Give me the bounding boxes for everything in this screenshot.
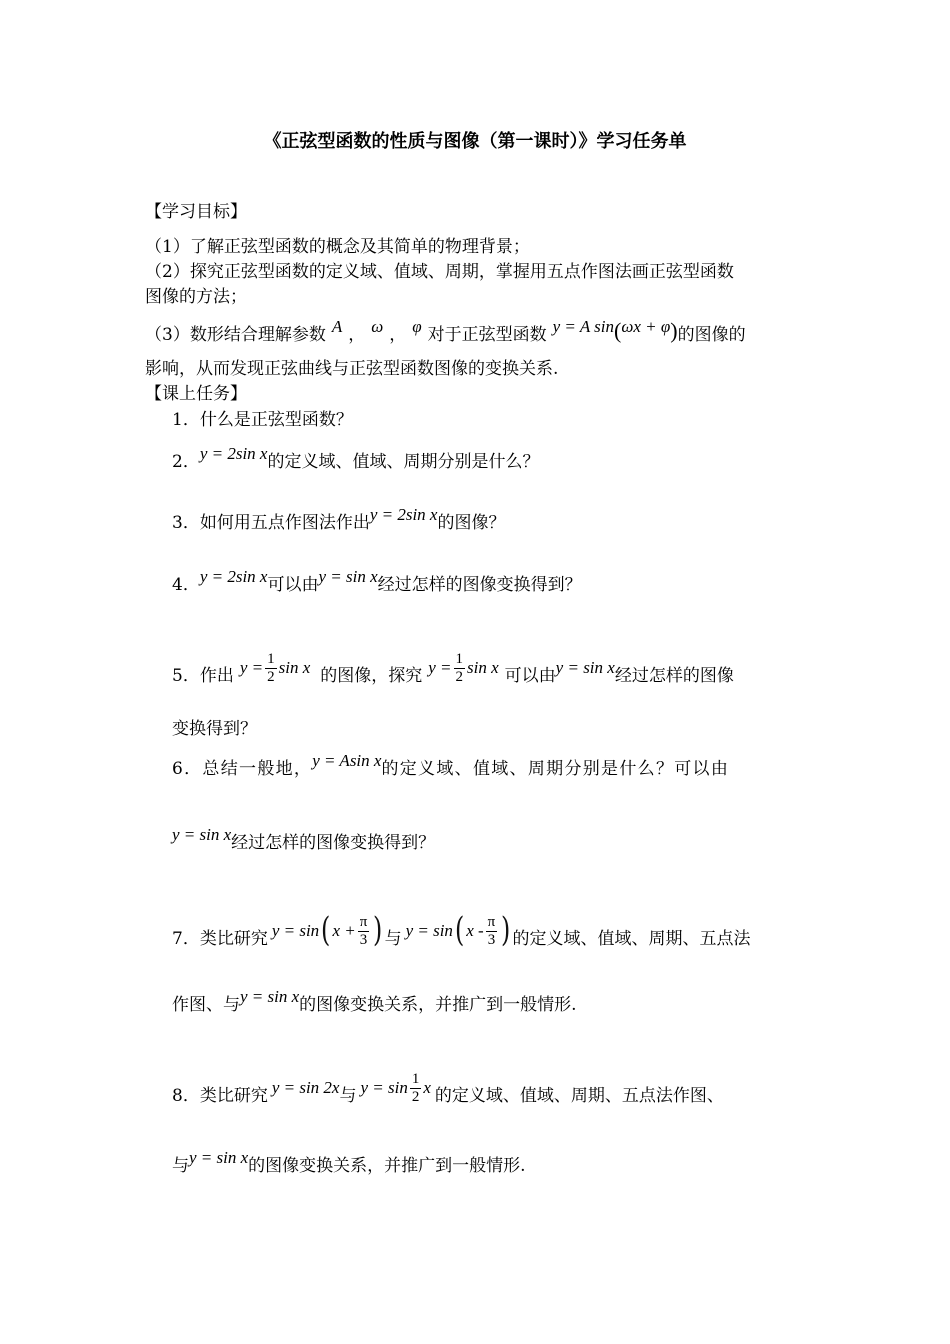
right-paren: ) <box>373 909 383 950</box>
task-5-prefix: 5．作出 <box>172 666 234 686</box>
task-7-f1-lhs: y = sin <box>271 921 320 940</box>
task-7-line2-suffix: 的图像变换关系，并推广到一般情形. <box>299 995 577 1015</box>
task-3-text: 3．如何用五点作图法作出 <box>172 513 370 533</box>
task-5-mid2: 可以由 <box>504 666 556 686</box>
task-4-formula-2: y = sin x <box>318 567 378 586</box>
task-4-number: 4． <box>172 575 200 595</box>
task-2-number: 2． <box>172 452 200 472</box>
task-8-f1: y = sin 2x <box>271 1078 340 1097</box>
task-6-prefix: 6．总结一般地， <box>172 759 313 779</box>
task-7-line1 <box>172 909 751 957</box>
fraction-denominator: 2 <box>411 1089 420 1105</box>
task-4-mid: 可以由 <box>267 575 319 595</box>
task-5-f3: y = sin x <box>555 658 615 677</box>
sep-2: ， <box>389 325 407 345</box>
task-8-f2-fraction <box>410 1071 422 1106</box>
task-7-suffix: 的定义域、值域、周期、五点法 <box>512 929 751 949</box>
objective-3-mid: 对于正弦型函数 <box>427 325 547 345</box>
objective-3-line2: 影响，从而发现正弦曲线与正弦型函数图像的变换关系. <box>145 359 559 379</box>
formula-general-inner: ωx + φ <box>621 317 671 336</box>
task-4 <box>172 567 582 596</box>
task-8-line2-prefix: 与 <box>172 1156 189 1176</box>
task-5-mid1: 的图像，探究 <box>320 666 423 686</box>
task-8-suffix: 的定义域、值域、周期、五点法作图、 <box>434 1086 724 1106</box>
task-7-prefix: 7．类比研究 <box>172 929 268 949</box>
task-8-f2-lhs: y = sin <box>360 1078 408 1097</box>
task-8-line2 <box>172 1148 526 1177</box>
task-1: 1．什么是正弦型函数？ <box>172 410 353 430</box>
task-2-formula: y = 2sin x <box>199 444 268 463</box>
tasks-heading: 【课上任务】 <box>145 384 247 404</box>
fraction-numerator: π <box>359 914 368 930</box>
task-5-line1 <box>172 651 734 694</box>
task-7-line2 <box>172 987 577 1016</box>
left-paren: ( <box>614 318 622 343</box>
formula-general-lhs: y = A sin <box>552 317 615 336</box>
task-6-line2-text: 经过怎样的图像变换得到？ <box>231 833 436 853</box>
param-a: A <box>331 317 343 336</box>
objectives-heading: 【学习目标】 <box>145 202 247 222</box>
task-5-suffix: 经过怎样的图像 <box>614 666 734 686</box>
left-paren: ( <box>454 909 465 950</box>
fraction-numerator: π <box>487 914 496 930</box>
task-8-line2-formula: y = sin x <box>189 1148 249 1167</box>
right-paren: ) <box>501 909 511 950</box>
task-7-f2-x: x - <box>466 921 484 940</box>
fraction-numerator: 1 <box>267 651 275 667</box>
task-5-line2: 变换得到？ <box>172 719 257 739</box>
task-8-and: 与 <box>339 1086 357 1106</box>
objective-2-line2: 图像的方法； <box>145 287 247 307</box>
task-5-f1-y: y = <box>239 658 264 677</box>
task-6-line2-formula: y = sin x <box>172 825 232 844</box>
right-paren: ) <box>670 318 678 343</box>
task-5-f2-fraction <box>454 651 466 686</box>
objective-2-line1: （2）探究正弦型函数的定义域、值域、周期，掌握用五点作图法画正弦型函数 <box>145 262 734 282</box>
task-3-formula: y = 2sin x <box>369 505 438 524</box>
param-phi: φ <box>412 317 422 336</box>
task-8-prefix: 8．类比研究 <box>172 1086 268 1106</box>
fraction-numerator: 1 <box>455 651 464 667</box>
page-title: 《正弦型函数的性质与图像（第一课时）》学习任务单 <box>263 131 687 152</box>
task-7-and: 与 <box>384 929 402 949</box>
fraction-denominator: 3 <box>359 932 368 948</box>
task-7-line2-prefix: 作图、与 <box>172 995 240 1015</box>
task-5-f1-fraction <box>265 651 277 686</box>
task-7-f1-x: x + <box>332 921 356 940</box>
task-7-f2-fraction <box>486 914 498 949</box>
task-7-line2-formula: y = sin x <box>240 987 300 1006</box>
task-8-line1 <box>172 1071 724 1114</box>
fraction-denominator: 3 <box>487 932 496 948</box>
fraction-denominator: 2 <box>455 669 464 685</box>
task-3-suffix: 的图像？ <box>437 513 506 533</box>
task-8-f2-x: x <box>423 1078 431 1097</box>
task-6-line1 <box>172 751 730 780</box>
task-2-text: 的定义域、值域、周期分别是什么？ <box>267 452 540 472</box>
task-3 <box>172 505 506 534</box>
task-7-f2-lhs: y = sin <box>405 921 453 940</box>
task-4-suffix: 经过怎样的图像变换得到？ <box>377 575 582 595</box>
left-paren: ( <box>321 909 331 950</box>
task-6-suffix: 的定义域、值域、周期分别是什么？可以由 <box>381 759 730 779</box>
objective-3-line1 <box>145 317 746 346</box>
task-6-line2 <box>172 825 436 854</box>
objective-1: （1）了解正弦型函数的概念及其简单的物理背景； <box>145 237 530 257</box>
sep-1: ， <box>348 325 366 345</box>
task-8-line2-suffix: 的图像变换关系，并推广到一般情形. <box>248 1156 526 1176</box>
objective-3-suffix: 的图像的 <box>677 325 746 345</box>
task-6-formula: y = Asin x <box>312 751 382 770</box>
fraction-numerator: 1 <box>411 1071 420 1087</box>
task-4-formula-1: y = 2sin x <box>199 567 268 586</box>
task-7-f1-fraction <box>358 914 370 949</box>
task-5-f2-sin: sin x <box>467 658 499 677</box>
task-5-f1-sin: sin x <box>278 658 311 677</box>
objective-3-prefix: （3）数形结合理解参数 <box>145 325 326 345</box>
fraction-denominator: 2 <box>267 669 275 685</box>
param-omega: ω <box>371 317 384 336</box>
task-2 <box>172 444 540 473</box>
task-5-f2-y: y = <box>428 658 452 677</box>
